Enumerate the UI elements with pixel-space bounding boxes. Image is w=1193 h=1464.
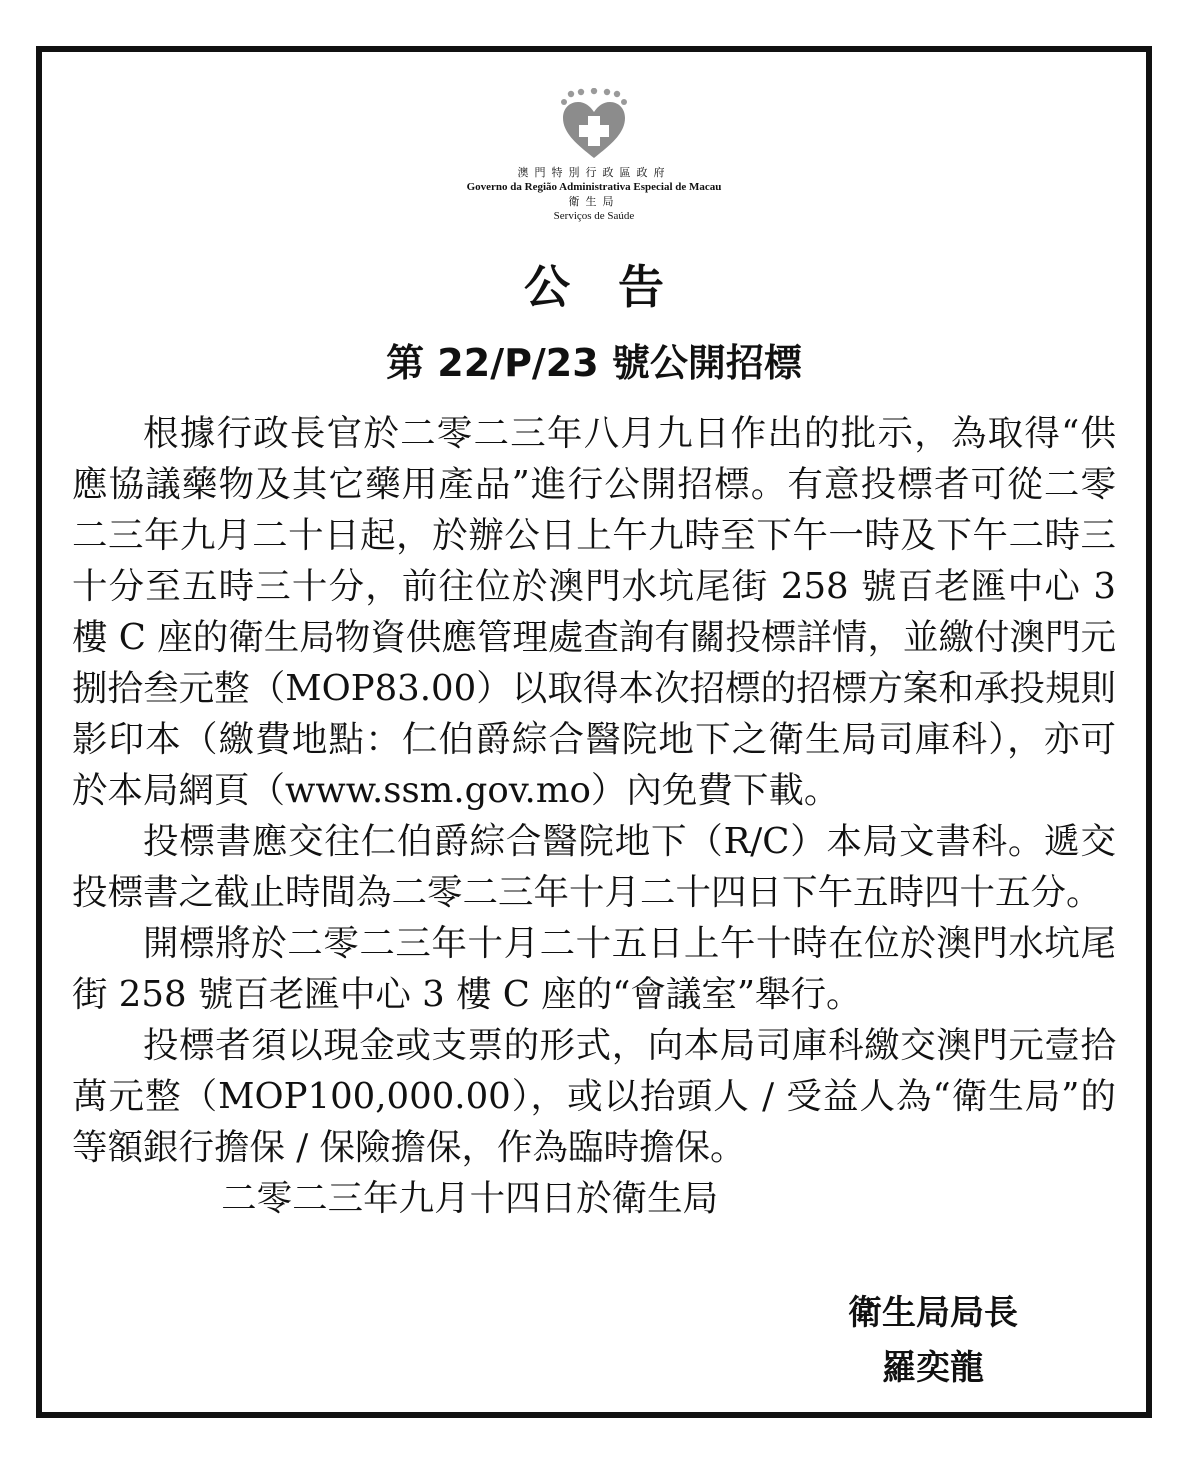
notice-body bbox=[72, 408, 1116, 1224]
paragraph-opening: 開標將於二零二三年十月二十五日上午十時在位於澳門水坑尾街 258 號百老匯中心 3 樓 C 座的“會議室”舉行。 bbox=[72, 923, 1116, 1015]
signatory-position: 衛生局局長 bbox=[848, 1293, 1018, 1333]
notice-frame bbox=[36, 46, 1152, 1418]
header bbox=[42, 88, 1146, 223]
paragraph-guarantee: 投標者須以現金或支票的形式，向本局司庫科繳交澳門元壹拾萬元整（MOP100,000.00），或以抬頭人 / 受益人為“衛生局”的等額銀行擔保 / 保險擔保，作為臨時擔保。 bbox=[72, 1025, 1116, 1168]
signature-block bbox=[848, 1286, 1018, 1396]
paragraph-tender-details: 根據行政長官於二零二三年八月九日作出的批示，為取得“供應協議藥物及其它藥用產品”進行公開招標。有意投標者可從二零二三年九月二十日起，於辦公日上午九時至下午一時及下午二時三十分至五時三十分，前往位於澳門水坑尾街 258 號百老匯中心 3 樓 C 座的衛生局物資供應管理處查詢有關投標詳情，並繳付澳門元捌拾叁元整（MOP83.00）以取得本次招標的招標方案和承投規則影印本（繳費地點：仁伯爵綜合醫院地下之衛生局司庫科），亦可於本局網頁（www.ssm.gov.mo）內免費下載。 bbox=[72, 413, 1116, 811]
org-name-pt: Governo da Região Administrativa Especial de Macau bbox=[466, 181, 722, 193]
date-line: 二零二三年九月十四日於衛生局 bbox=[221, 1178, 719, 1219]
notice-subtitle: 第 22/P/23 號公開招標 bbox=[386, 341, 802, 385]
dept-name-zh: 衛生局 bbox=[568, 195, 620, 208]
health-bureau-heart-cross-icon bbox=[559, 88, 629, 160]
paragraph-submission-deadline: 投標書應交往仁伯爵綜合醫院地下（R/C）本局文書科。遞交投標書之截止時間為二零二三年十月二十四日下午五時四十五分。 bbox=[72, 821, 1116, 913]
org-name-zh: 澳門特別行政區政府 bbox=[517, 166, 671, 179]
signatory-name: 羅奕龍 bbox=[882, 1348, 984, 1388]
dept-name-pt: Serviços de Saúde bbox=[553, 210, 635, 222]
notice-title: 公告 bbox=[524, 260, 712, 314]
